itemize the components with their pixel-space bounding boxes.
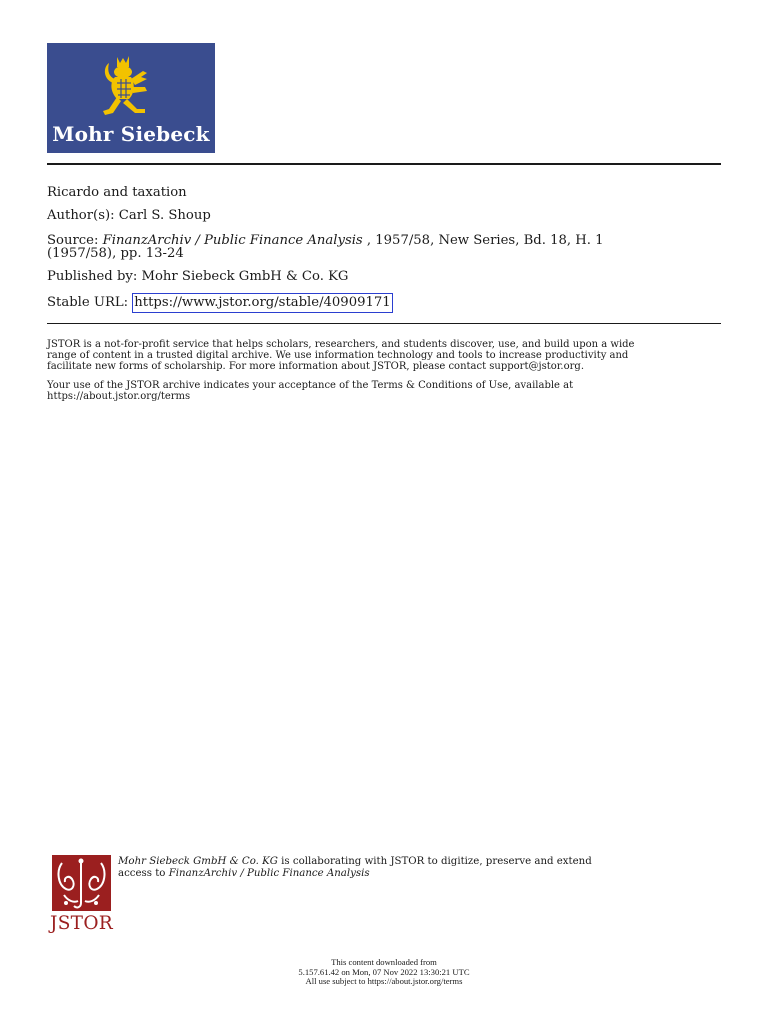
article-title: Ricardo and taxation	[47, 185, 187, 200]
collaboration-line	[118, 856, 658, 868]
lion-icon	[47, 43, 215, 123]
collaboration-statement	[118, 856, 658, 879]
source-details: , 1957/58, New Series, Bd. 18, H. 1	[362, 233, 604, 248]
collaboration-text: is collaborating with JSTOR to digitize, preserve and extend	[277, 856, 592, 867]
footer	[0, 958, 768, 987]
published-line	[47, 269, 348, 284]
source-pages: (1957/58), pp. 13-24	[47, 246, 184, 261]
notice-divider	[47, 323, 721, 324]
footer-line: All use subject to https://about.jstor.org/terms	[305, 976, 463, 986]
source-label: Source:	[47, 233, 103, 248]
author-name: Carl S. Shoup	[118, 208, 211, 223]
jstor-logo	[49, 855, 114, 935]
terms-link[interactable]: https://about.jstor.org/terms	[47, 391, 191, 402]
notice-line: range of content in a trusted digital archive. We use information technology and tools to increase productivity and	[47, 350, 629, 361]
footer-line: This content downloaded from	[331, 957, 437, 967]
jstor-emblem-icon	[52, 855, 111, 911]
notice-line: facilitate new forms of scholarship. For more information about JSTOR, please contact support@jstor.org.	[47, 361, 584, 372]
author-line	[47, 208, 211, 223]
collaboration-line	[118, 868, 658, 880]
publisher-logo	[47, 43, 215, 153]
source-journal: FinanzArchiv / Public Finance Analysis	[102, 233, 363, 248]
stable-url-line	[47, 293, 393, 313]
footer-line: 5.157.61.42 on Mon, 07 Nov 2022 13:30:21 UTC	[298, 966, 470, 977]
terms-notice	[47, 380, 727, 402]
header-divider	[47, 163, 721, 165]
collaboration-journal: FinanzArchiv / Public Finance Analysis	[168, 867, 370, 879]
collaboration-publisher: Mohr Siebeck GmbH & Co. KG	[118, 856, 278, 867]
published-label: Published by:	[47, 269, 142, 284]
collaboration-access: access to	[118, 867, 169, 879]
terms-line: Your use of the JSTOR archive indicates your acceptance of the Terms & Conditions of Use, available at	[47, 380, 574, 391]
jstor-logo-text: JSTOR	[49, 913, 114, 934]
notice-line: JSTOR is a not-for-profit service that helps scholars, researchers, and students discover, use, and build upon a wide	[47, 339, 635, 350]
stable-url-link[interactable]: https://www.jstor.org/stable/40909171	[132, 293, 392, 313]
jstor-notice	[47, 339, 727, 372]
stable-url-label: Stable URL:	[47, 295, 133, 310]
publisher-logo-text: Mohr Siebeck	[52, 122, 210, 146]
publisher-name: Mohr Siebeck GmbH & Co. KG	[141, 269, 349, 284]
author-label: Author(s):	[47, 208, 119, 223]
